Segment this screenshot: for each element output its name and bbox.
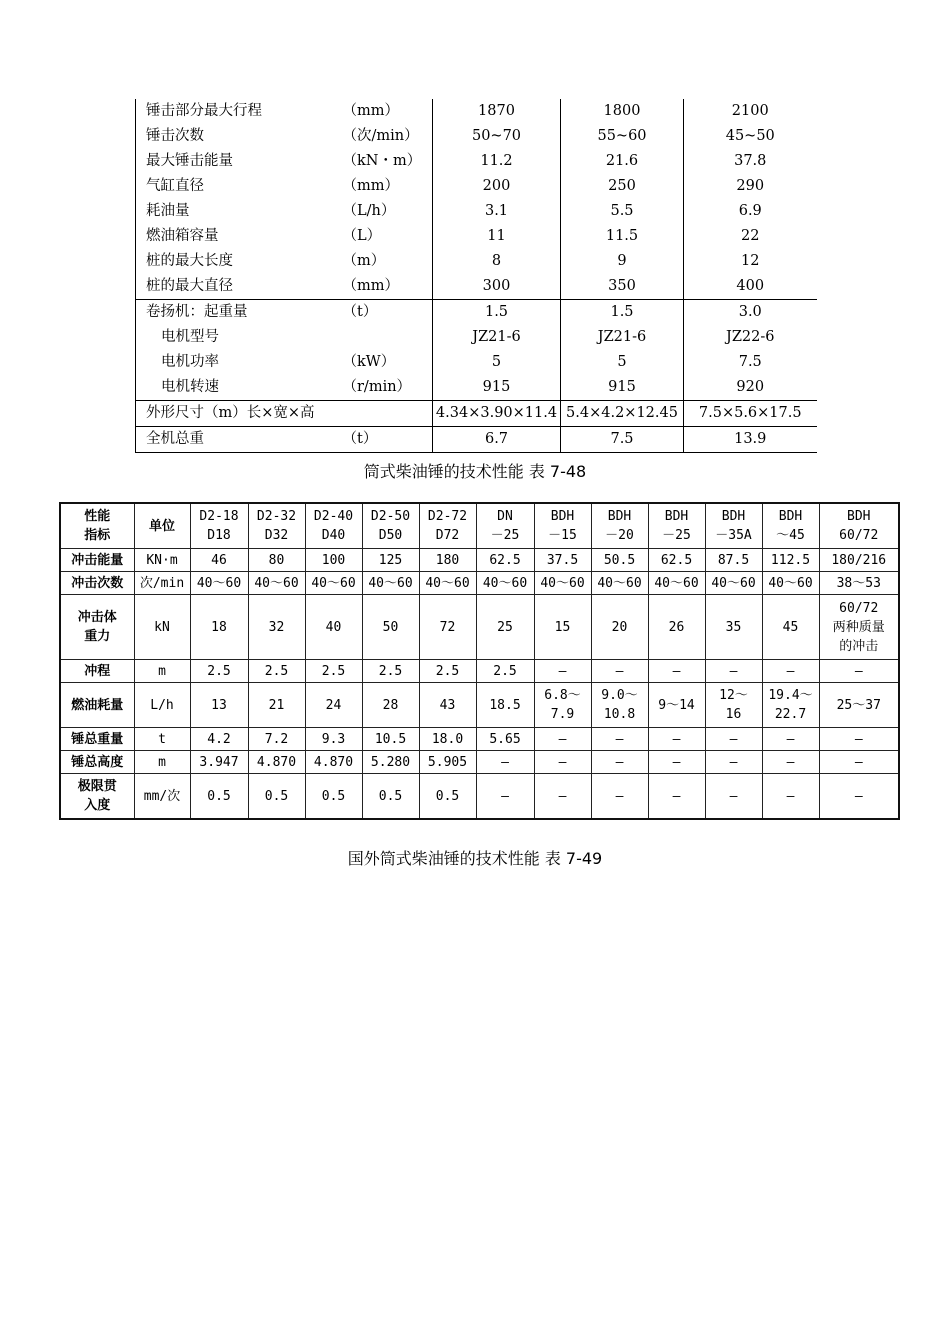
- row-value: —: [648, 728, 705, 751]
- row-value: —: [705, 751, 762, 774]
- table-row: [60, 728, 899, 751]
- row-value: 5: [561, 350, 684, 375]
- row-value: 4.870: [305, 751, 362, 774]
- row-value: 21.6: [561, 149, 684, 174]
- row-value: 2.5: [362, 660, 419, 683]
- row-value: 26: [648, 595, 705, 660]
- row-unit: （m）: [342, 253, 386, 269]
- row-value: 9～14: [648, 683, 705, 728]
- row-value: 1800: [561, 99, 684, 124]
- row-value: 7.5: [561, 427, 684, 453]
- row-value: m: [134, 660, 190, 683]
- row-value: 4.34×3.90×11.4: [433, 401, 561, 427]
- row-value: 8: [433, 249, 561, 274]
- row-value: 32: [248, 595, 305, 660]
- row-value: 112.5: [762, 549, 819, 572]
- row-value: 次/min: [134, 572, 190, 595]
- row-value: —: [762, 751, 819, 774]
- row-value: 60/72 两种质量 的冲击: [819, 595, 899, 660]
- row-value: 62.5: [476, 549, 534, 572]
- table-row: [60, 751, 899, 774]
- row-unit: （mm）: [342, 178, 399, 194]
- row-value: 45~50: [684, 124, 817, 149]
- row-value: 180: [419, 549, 476, 572]
- row-value: —: [534, 728, 591, 751]
- row-value: 25～37: [819, 683, 899, 728]
- row-value: 2.5: [190, 660, 248, 683]
- row-value: 0.5: [305, 774, 362, 820]
- row-value: —: [819, 751, 899, 774]
- table-row: [136, 274, 817, 300]
- row-label: 锤总高度: [60, 751, 134, 774]
- header-row: [60, 503, 899, 549]
- row-label: 冲击体 重力: [60, 595, 134, 660]
- row-label: 极限贯 入度: [60, 774, 134, 820]
- table-row: [60, 572, 899, 595]
- row-value: 13.9: [684, 427, 817, 453]
- table-48-caption: 筒式柴油锤的技术性能 表 7-48: [363, 462, 587, 481]
- row-value: —: [476, 751, 534, 774]
- row-unit: （t）: [341, 427, 433, 453]
- row-value: 0.5: [362, 774, 419, 820]
- row-value: 7.2: [248, 728, 305, 751]
- row-value: 180/216: [819, 549, 899, 572]
- row-value: 11.2: [433, 149, 561, 174]
- row-value: 50.5: [591, 549, 648, 572]
- row-value: —: [591, 751, 648, 774]
- column-header: D2-72 D72: [419, 503, 476, 549]
- table-row: [136, 174, 817, 199]
- column-header: BDH －20: [591, 503, 648, 549]
- row-value: 5.280: [362, 751, 419, 774]
- table-row: [136, 375, 817, 401]
- row-value: 50~70: [433, 124, 561, 149]
- row-value: 5: [433, 350, 561, 375]
- row-label: 外形尺寸（m）长×宽×高: [136, 401, 433, 427]
- row-value: 1.5: [433, 300, 561, 326]
- row-value: —: [534, 774, 591, 820]
- row-value: JZ21-6: [561, 325, 684, 350]
- row-label: 锤击次数: [136, 124, 341, 149]
- row-value: 40～60: [362, 572, 419, 595]
- row-value: 915: [433, 375, 561, 401]
- row-value: 40～60: [534, 572, 591, 595]
- row-value: 2.5: [419, 660, 476, 683]
- row-value: 18.5: [476, 683, 534, 728]
- row-label: 冲击能量: [60, 549, 134, 572]
- row-value: 72: [419, 595, 476, 660]
- row-value: 37.5: [534, 549, 591, 572]
- row-value: 40: [305, 595, 362, 660]
- table-row: [60, 595, 899, 660]
- row-label: 耗油量: [136, 199, 341, 224]
- row-label: 最大锤击能量: [136, 149, 341, 174]
- row-value: 2.5: [248, 660, 305, 683]
- row-value: 0.5: [248, 774, 305, 820]
- row-value: 350: [561, 274, 684, 300]
- row-value: —: [591, 728, 648, 751]
- row-value: 1870: [433, 99, 561, 124]
- row-value: 5.65: [476, 728, 534, 751]
- column-header: D2-40 D40: [305, 503, 362, 549]
- table-row: [136, 124, 817, 149]
- row-value: 40～60: [705, 572, 762, 595]
- row-label: 气缸直径: [136, 174, 341, 199]
- row-value: —: [534, 660, 591, 683]
- row-value: m: [134, 751, 190, 774]
- table-row: [60, 683, 899, 728]
- row-value: 300: [433, 274, 561, 300]
- row-value: 1.5: [561, 300, 684, 326]
- row-value: 20: [591, 595, 648, 660]
- table-row: [136, 401, 817, 427]
- row-value: 62.5: [648, 549, 705, 572]
- table-49-caption: 国外筒式柴油锤的技术性能 表 7-49: [347, 849, 603, 868]
- row-label: 电机功率: [136, 350, 341, 375]
- row-value: 6.8～ 7.9: [534, 683, 591, 728]
- row-label: 冲击次数: [60, 572, 134, 595]
- row-value: 87.5: [705, 549, 762, 572]
- row-value: 11.5: [561, 224, 684, 249]
- column-header: BDH ～45: [762, 503, 819, 549]
- row-value: 19.4～ 22.7: [762, 683, 819, 728]
- row-value: 25: [476, 595, 534, 660]
- row-unit: （kN・m）: [342, 153, 422, 169]
- row-value: 40～60: [476, 572, 534, 595]
- table-row: [136, 350, 817, 375]
- row-unit: （mm）: [342, 103, 399, 119]
- column-header: DN －25: [476, 503, 534, 549]
- row-value: 6.9: [684, 199, 817, 224]
- row-value: 9.3: [305, 728, 362, 751]
- row-value: 12～ 16: [705, 683, 762, 728]
- row-value: —: [819, 660, 899, 683]
- row-value: 38～53: [819, 572, 899, 595]
- row-value: 2100: [684, 99, 817, 124]
- row-unit: （mm）: [342, 278, 399, 294]
- row-value: t: [134, 728, 190, 751]
- row-value: —: [705, 728, 762, 751]
- row-unit: （kW）: [342, 354, 396, 370]
- row-value: JZ21-6: [433, 325, 561, 350]
- row-value: 12: [684, 249, 817, 274]
- row-value: 55~60: [561, 124, 684, 149]
- row-unit: （L/h）: [342, 203, 396, 219]
- row-value: 9.0～ 10.8: [591, 683, 648, 728]
- row-value: 200: [433, 174, 561, 199]
- row-value: —: [591, 660, 648, 683]
- column-header: BDH －25: [648, 503, 705, 549]
- row-value: 4.2: [190, 728, 248, 751]
- table-row: [136, 99, 817, 124]
- row-unit: （r/min）: [342, 379, 412, 395]
- foreign-diesel-hammer-spec-table: [59, 502, 900, 820]
- table-row: [136, 149, 817, 174]
- row-value: 40～60: [419, 572, 476, 595]
- row-value: 920: [684, 375, 817, 401]
- table-row: [60, 660, 899, 683]
- row-value: 43: [419, 683, 476, 728]
- row-value: —: [762, 660, 819, 683]
- row-value: 2.5: [305, 660, 362, 683]
- row-value: 15: [534, 595, 591, 660]
- row-value: 125: [362, 549, 419, 572]
- row-value: 2.5: [476, 660, 534, 683]
- row-value: 21: [248, 683, 305, 728]
- row-value: 50: [362, 595, 419, 660]
- column-header: D2-18 D18: [190, 503, 248, 549]
- row-label: 冲程: [60, 660, 134, 683]
- row-value: KN·m: [134, 549, 190, 572]
- row-value: —: [648, 751, 705, 774]
- row-value: 3.0: [684, 300, 817, 326]
- table-row: [136, 325, 817, 350]
- row-value: 4.870: [248, 751, 305, 774]
- row-value: 290: [684, 174, 817, 199]
- row-unit: （t）: [341, 300, 433, 326]
- table-row: [136, 300, 817, 326]
- diesel-hammer-spec-table: [135, 99, 817, 453]
- row-value: —: [591, 774, 648, 820]
- row-value: mm/次: [134, 774, 190, 820]
- row-value: 40～60: [762, 572, 819, 595]
- row-value: 24: [305, 683, 362, 728]
- row-value: JZ22-6: [684, 325, 817, 350]
- column-header: BDH －15: [534, 503, 591, 549]
- column-header: D2-50 D50: [362, 503, 419, 549]
- row-label: 燃油箱容量: [136, 224, 341, 249]
- row-value: kN: [134, 595, 190, 660]
- row-value: 250: [561, 174, 684, 199]
- table-row: [136, 199, 817, 224]
- row-label: 卷扬机：起重量: [136, 300, 341, 326]
- row-label: 电机转速: [136, 375, 341, 401]
- row-value: —: [819, 728, 899, 751]
- row-value: 6.7: [433, 427, 561, 453]
- row-value: —: [648, 774, 705, 820]
- row-label: 锤击部分最大行程: [136, 99, 341, 124]
- column-header: BDH 60/72: [819, 503, 899, 549]
- row-value: 80: [248, 549, 305, 572]
- row-value: 3.947: [190, 751, 248, 774]
- table-row: [136, 224, 817, 249]
- row-unit: （次/min）: [342, 128, 419, 144]
- row-value: 13: [190, 683, 248, 728]
- row-value: 28: [362, 683, 419, 728]
- row-value: —: [762, 774, 819, 820]
- row-value: 37.8: [684, 149, 817, 174]
- row-value: 18.0: [419, 728, 476, 751]
- row-value: 5.5: [561, 199, 684, 224]
- row-value: —: [762, 728, 819, 751]
- row-value: 11: [433, 224, 561, 249]
- row-value: 400: [684, 274, 817, 300]
- column-header: 单位: [134, 503, 190, 549]
- table-row: [60, 549, 899, 572]
- row-value: 40～60: [248, 572, 305, 595]
- row-value: 22: [684, 224, 817, 249]
- row-unit: [341, 325, 433, 350]
- table-row: [136, 249, 817, 274]
- row-value: 7.5: [684, 350, 817, 375]
- row-value: 35: [705, 595, 762, 660]
- column-header: 性能 指标: [60, 503, 134, 549]
- row-value: 0.5: [190, 774, 248, 820]
- row-value: 18: [190, 595, 248, 660]
- row-label: 燃油耗量: [60, 683, 134, 728]
- row-value: —: [648, 660, 705, 683]
- row-value: —: [705, 774, 762, 820]
- column-header: BDH －35A: [705, 503, 762, 549]
- row-label: 桩的最大直径: [136, 274, 341, 300]
- row-label: 桩的最大长度: [136, 249, 341, 274]
- row-value: 40～60: [190, 572, 248, 595]
- row-value: L/h: [134, 683, 190, 728]
- row-value: 3.1: [433, 199, 561, 224]
- row-value: —: [476, 774, 534, 820]
- row-unit: （L）: [342, 228, 382, 244]
- row-label: 全机总重: [136, 427, 341, 453]
- row-value: 40～60: [648, 572, 705, 595]
- row-value: 5.905: [419, 751, 476, 774]
- row-value: —: [534, 751, 591, 774]
- row-label: 锤总重量: [60, 728, 134, 751]
- row-value: 45: [762, 595, 819, 660]
- row-value: 100: [305, 549, 362, 572]
- column-header: D2-32 D32: [248, 503, 305, 549]
- row-value: 46: [190, 549, 248, 572]
- row-value: —: [705, 660, 762, 683]
- row-value: 5.4×4.2×12.45: [561, 401, 684, 427]
- row-value: 915: [561, 375, 684, 401]
- row-label: 电机型号: [136, 325, 341, 350]
- row-value: 9: [561, 249, 684, 274]
- row-value: 40～60: [305, 572, 362, 595]
- row-value: 0.5: [419, 774, 476, 820]
- row-value: 7.5×5.6×17.5: [684, 401, 817, 427]
- table-row: [136, 427, 817, 453]
- table-row: [60, 774, 899, 820]
- row-value: 40～60: [591, 572, 648, 595]
- row-value: 10.5: [362, 728, 419, 751]
- row-value: —: [819, 774, 899, 820]
